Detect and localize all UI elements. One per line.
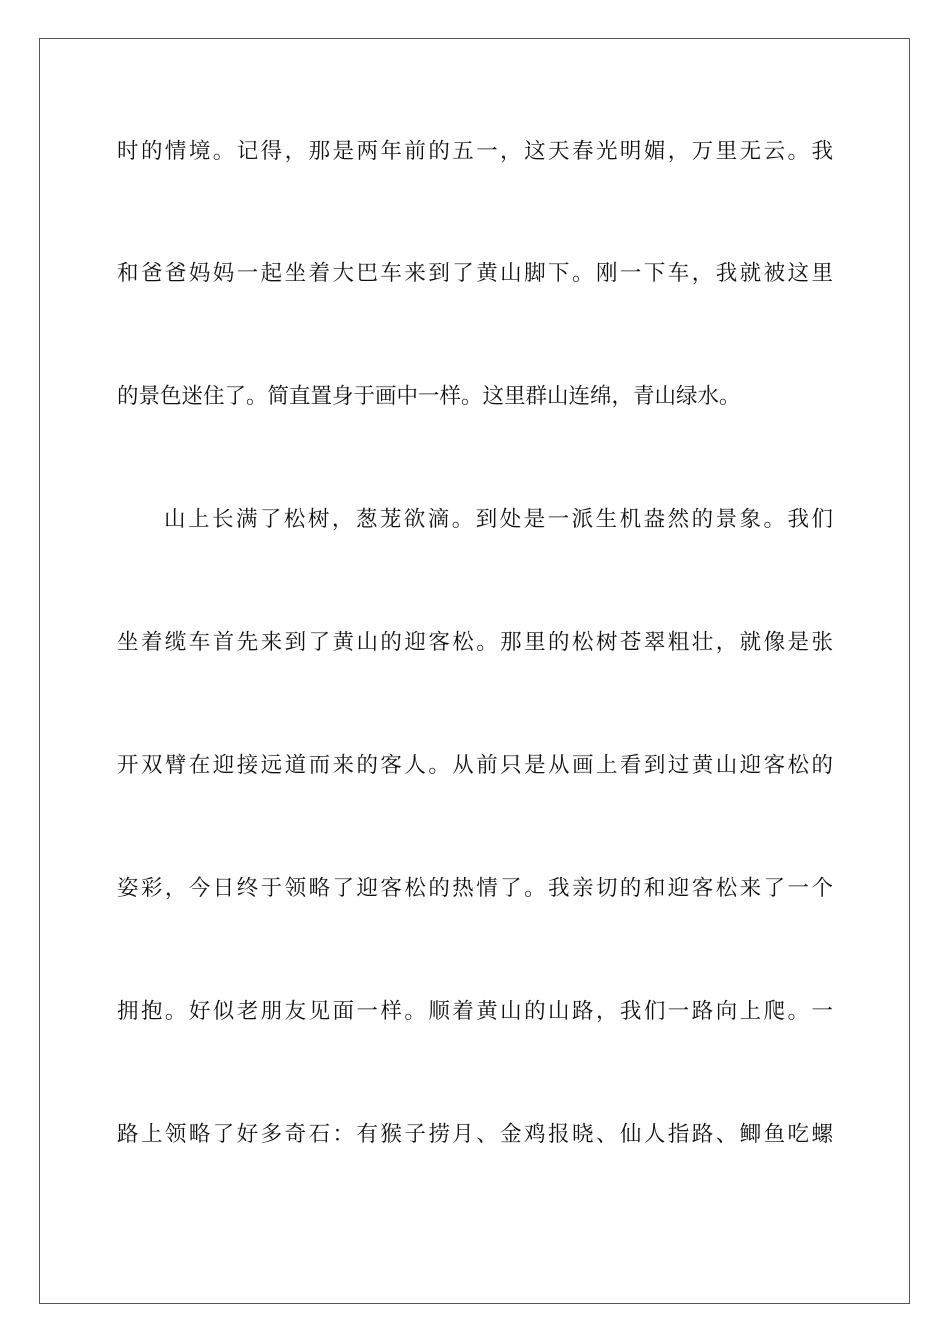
text-line: 开双臂在迎接远道而来的客人。从前只是从画上看到过黄山迎客松的 xyxy=(117,753,833,778)
text-line: 和爸爸妈妈一起坐着大巴车来到了黄山脚下。刚一下车，我就被这里 xyxy=(117,261,833,286)
paragraph-first-line: 山上长满了松树，葱茏欲滴。到处是一派生机盎然的景象。我们 xyxy=(164,507,833,532)
text-line: 时的情境。记得，那是两年前的五一，这天春光明媚，万里无云。我 xyxy=(117,139,833,164)
text-line: 的景色迷住了。简直置身于画中一样。这里群山连绵，青山绿水。 xyxy=(117,384,741,409)
page-frame xyxy=(39,38,910,1304)
text-line: 路上领略了好多奇石：有猴子捞月、金鸡报晓、仙人指路、鲫鱼吃螺 xyxy=(117,1122,833,1147)
text-line: 拥抱。好似老朋友见面一样。顺着黄山的山路，我们一路向上爬。一 xyxy=(117,999,833,1024)
text-line: 姿彩，今日终于领略了迎客松的热情了。我亲切的和迎客松来了一个 xyxy=(117,876,833,901)
text-line: 坐着缆车首先来到了黄山的迎客松。那里的松树苍翠粗壮，就像是张 xyxy=(117,630,833,655)
